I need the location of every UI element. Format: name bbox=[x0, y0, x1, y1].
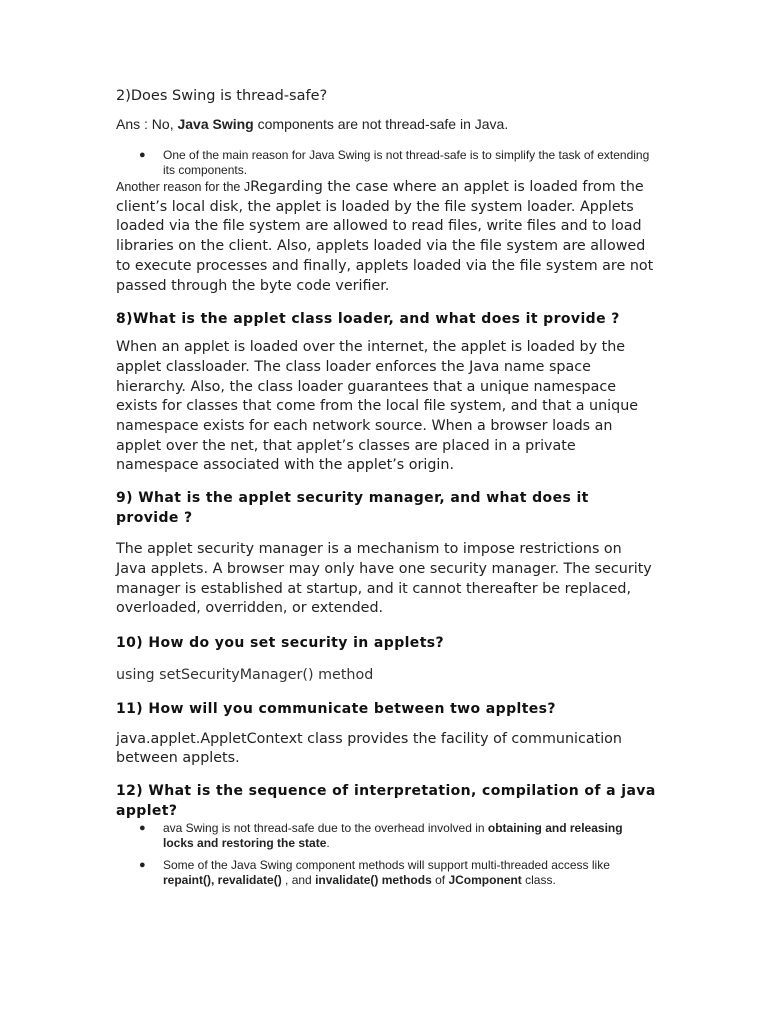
list-item bbox=[116, 821, 656, 851]
question-10-answer: using setSecurityManager() method bbox=[116, 666, 374, 683]
question-2-answer bbox=[116, 116, 656, 132]
document-page bbox=[116, 86, 656, 895]
bullet-icon: ● bbox=[139, 149, 146, 161]
question-8-title: 8)What is the applet class loader, and what does it provide ? bbox=[116, 311, 620, 328]
bullet-text: . bbox=[326, 836, 330, 851]
list-item bbox=[116, 148, 656, 178]
bullet-list-2 bbox=[116, 821, 656, 888]
bullet-text: Some of the Java Swing component methods will support multi-threaded access like bbox=[163, 858, 610, 873]
question-9-answer: The applet security manager is a mechanism to impose restrictions on Java applets. A browser may only have one security manager. The security manager is established at startup, and it cannot thereafter be replaced, overloaded, overridden, or extended. bbox=[116, 541, 652, 617]
question-10-title: 10) How do you set security in applets? bbox=[116, 634, 445, 651]
bullet-text: class. bbox=[521, 873, 556, 888]
bullet-bold-text: repaint(), revalidate() bbox=[163, 873, 282, 888]
bullet-bold-text: obtaining and releasing locks and restoring the state bbox=[163, 821, 623, 851]
bullet-text: One of the main reason for Java Swing is not thread-safe is to simplify the task of extending its components. bbox=[163, 148, 650, 177]
paragraph-text: Regarding the case where an applet is loaded from the client’s local disk, the applet is loaded by the file system loader. Applets loaded via the file system are allowed to read files, write files and to load libraries on the client. Also, applets loaded via the file system are allowed to execute processes and finally, applets loaded via the file system are not passed through the byte code verifier. bbox=[116, 179, 654, 294]
bullet-text: ava Swing is not thread-safe due to the overhead involved in bbox=[163, 821, 488, 836]
question-9-title: 9) What is the applet security manager, and what does it provide ? bbox=[116, 490, 589, 527]
question-11-answer: java.applet.AppletContext class provides the facility of communication between applets. bbox=[116, 730, 622, 767]
answer-prefix: Ans : No, bbox=[116, 116, 178, 132]
answer-suffix: components are not thread-safe in Java. bbox=[253, 116, 509, 132]
bullet-icon: ● bbox=[139, 822, 146, 835]
bullet-bold-text: JComponent bbox=[448, 873, 522, 888]
paragraph-applet-loaded-local bbox=[116, 178, 656, 296]
bullet-list-1 bbox=[116, 148, 656, 178]
question-8-answer: When an applet is loaded over the internet, the applet is loaded by the applet classloader. The class loader enforces the Java name space hierarchy. Also, the class loader guarantees that a unique namespace exists for classes that come from the local file system, and that a unique namespace exists for each network source. When a browser loads an applet over the net, that applet’s classes are placed in a private namespace associated with the applet’s origin. bbox=[116, 339, 639, 474]
question-2-title: 2)Does Swing is thread-safe? bbox=[116, 88, 328, 104]
bullet-text: , and bbox=[281, 873, 316, 888]
question-11-title: 11) How will you communicate between two appltes? bbox=[116, 700, 556, 717]
answer-bold-term: Java Swing bbox=[177, 116, 254, 132]
bullet-bold-text: invalidate() methods bbox=[315, 873, 432, 888]
question-12-title: 12) What is the sequence of interpretation, compilation of a java applet? bbox=[116, 783, 656, 820]
list-item bbox=[116, 858, 656, 888]
bullet-text: of bbox=[431, 873, 449, 888]
bullet-icon: ● bbox=[139, 859, 146, 872]
paragraph-lead: Another reason for the J bbox=[116, 180, 251, 194]
